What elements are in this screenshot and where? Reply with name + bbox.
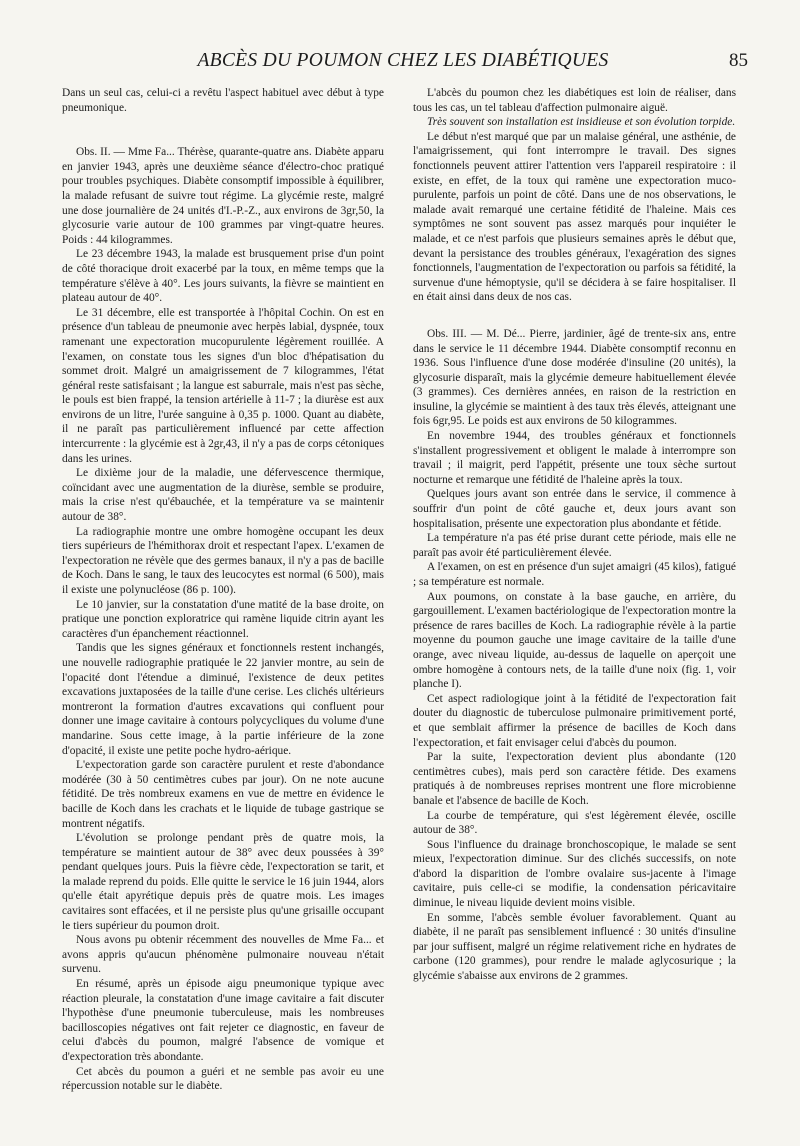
body-paragraph: Le 10 janvier, sur la constatation d'une matité de la base droite, on pratique une ponction exploratrice qui ramène liquide citrin ayant les caractères d'un épanchement réactionnel. <box>62 598 384 640</box>
body-paragraph: Le 23 décembre 1943, la malade est brusquement prise d'un point de côté thoracique droit exacerbé par la toux, en même temps que la température s'élève à 40°. Les jours suivants, la fièvre se maintient en plateau autour de 40°. <box>62 248 384 305</box>
running-title: ABCÈS DU POUMON CHEZ LES DIABÉTIQUES <box>197 50 609 71</box>
body-paragraph: Le dixième jour de la maladie, une défervescence thermique, coïncidant avec une augmentation de la diurèse, semble se produire, mais la crise n'est qu'ébauchée, et la température va se maintenir autour de 38°. <box>62 467 384 524</box>
body-paragraph: L'évolution se prolonge pendant près de quatre mois, la température se maintient autour de 38° avec deux poussées à 39° pendant quelques jours. Puis la fièvre cède, l'expectoration se tarit, et la malade reprend du poids. Elle quitte le service le 16 juin 1944, alors qu'elle était apyrétique depuis près de quatre mois. Les images cavitaires sont effacées, et il ne persiste plus qu'une grisaille occupant le tiers supérieur du poumon droit. <box>62 832 384 932</box>
observation-2-heading-paragraph: Obs. II. — Mme Fa... Thérèse, quarante-quatre ans. Diabète apparu en janvier 1943, après une deuxième séance d'électro-choc pratiqué pour troubles psychiques. Diabète consomptif impossible à équilibrer, la malade refusant de suivre tout régime. La glycémie reste, malgré une dose journalière de 24 unités d'I.-P.-Z., aux environs de 3gr,50, la glycosurie varie autour de 100 grammes par vingt-quatre heures. Poids : 44 kilogrammes. <box>62 146 384 246</box>
body-paragraph: Quelques jours avant son entrée dans le service, il commence à souffrir d'un point de côté gauche et, deux jours avant son hospitalisation, présente une expectoration plus abondante et fétide. <box>413 488 736 530</box>
observation-3-heading-paragraph: Obs. III. — M. Dé... Pierre, jardinier, âgé de trente-six ans, entre dans le service le 11 décembre 1944. Diabète consomptif reconnu en 1936. Sous l'influence d'une dose modérée d'insuline (20 unités), la glycosurie disparaît, mais la glycémie demeure habituellement élevée (3 grammes). Ces dernières années, en raison de la restriction en insuline, la glycémie se maintient à des taux très élevés, atteignant une fois 6gr,95. Le poids est aux environs de 50 kilogrammes. <box>413 327 736 428</box>
body-paragraph: La température n'a pas été prise durant cette période, mais elle ne paraît pas avoir été particulièrement élevée. <box>413 532 736 559</box>
body-paragraph: Aux poumons, on constate à la base gauche, en arrière, du gargouillement. L'examen bactériologique de l'expectoration montre la présence de rares bacilles de Koch. La radiographie révèle à la partie moyenne du poumon gauche une image cavitaire de la taille d'une orange, avec niveau liquide, au-dessus de laquelle on aperçoit une ombre homogène à contours nets, de la taille d'une noix (fig. 1, voir planche I). <box>413 590 736 691</box>
body-paragraph: La courbe de température, qui s'est légèrement élevée, oscille autour de 38°. <box>413 809 736 837</box>
body-paragraph: Le début n'est marqué que par un malaise général, une asthénie, de l'amaigrissement, qui font interrompre le travail. Des signes fonctionnels peuvent attirer l'attention vers l'appareil respiratoire : il existe, en effet, de la toux qui ramène une expectoration muco-purulente, parfois un point de côté. Dans une de nos observations, le malade avait remarqué une certaine fétidité de l'haleine. Mais ces symptômes ne sont souvent pas assez marqués pour inquiéter le malade, et ce n'est parfois que plusieurs semaines après le début que, devant la persistance des troubles généraux, l'exagération des signes fonctionnels, l'augmentation de l'expectoration ou parfois sa fétidité, la survenue d'une hémoptysie, qu'il se décidera à se faire hospitaliser. Il en était ainsi dans deux de nos cas. <box>413 130 736 304</box>
body-paragraph: A l'examen, on est en présence d'un sujet amaigri (45 kilos), fatigué ; sa température est normale. <box>413 561 736 588</box>
body-paragraph: En somme, l'abcès semble évoluer favorablement. Quant au diabète, il ne paraît pas sensiblement influencé : 30 unités d'insuline par jour suffisent, malgré un régime relativement riche en hydrates de carbone (120 grammes), pour rendre le malade aglycosurique ; la glycémie s'abaisse aux environs de 2 grammes. <box>413 911 736 983</box>
running-header <box>58 50 748 76</box>
body-paragraph: L'abcès du poumon chez les diabétiques est loin de réaliser, dans tous les cas, un tel tableau d'affection pulmonaire aiguë. <box>413 87 736 114</box>
page-number: 85 <box>729 50 748 71</box>
body-paragraph: La radiographie montre une ombre homogène occupant les deux tiers supérieurs de l'hémithorax droit et respectant l'apex. L'examen de l'expectoration ne révèle que des germes banaux, il n'y a pas de bacille de Koch. Dans le sang, le taux des leucocytes est normal (6 500), mais il existe une polynucléose (86 p. 100). <box>62 525 384 596</box>
summary-paragraph: En résumé, après un épisode aigu pneumonique typique avec réaction pleurale, la constatation d'une image cavitaire a fait discuter l'hypothèse d'une pneumonie tuberculeuse, mais les nombreuses bacilloscopies négatives ont fait rejeter ce diagnostic, en faveur de celui d'abcès du poumon, malgré l'absence de vomique et d'expectoration très abondante. <box>62 978 384 1063</box>
italic-statement: Très souvent son installation est insidieuse et son évolution torpide. <box>427 116 736 129</box>
body-paragraph: Sous l'influence du drainage bronchoscopique, le malade se sent mieux, l'expectoration diminue. Sur des clichés successifs, on note d'abord la disparition de l'ombre ovalaire sus-jacente à l'image cavitaire, puis celle-ci se modifie, la condensation péricavitaire diminue, le niveau liquide devient moins visible. <box>413 838 736 910</box>
right-column <box>413 86 736 984</box>
body-paragraph: L'expectoration garde son caractère purulent et reste d'abondance modérée (30 à 50 centimètres cubes par jour). On ne note aucune fétidité. De très nombreux examens en vue de mettre en évidence le bacille de Koch dans les crachats et le liquide de tubage gastrique se montrent négatifs. <box>62 759 384 830</box>
left-column <box>62 86 384 1094</box>
body-paragraph: Le 31 décembre, elle est transportée à l'hôpital Cochin. On est en présence d'un tableau de pneumonie avec herpès labial, dyspnée, toux ramenant une expectoration mucopurulente légèrement rouillée. A l'examen, on constate tous les signes d'un bloc d'hépatisation du sommet droit. Malgré un amaigrissement de 7 kilogrammes, l'état général reste satisfaisant ; la langue est saburrale, mais n'est pas sèche, le pouls est bien frappé, la tension artérielle à 11-7 ; la diurèse est aux environs de un litre, l'urée sanguine à 0,35 p. 1000. Quant au diabète, il ne paraît pas particulièrement influencé par cette affection intercurrente : la glycémie est à 2gr,43, il n'y a pas de corps cétoniques dans les urines. <box>62 306 385 465</box>
body-paragraph: Cet aspect radiologique joint à la fétidité de l'expectoration fait douter du diagnostic de tuberculose pulmonaire primitivement porté, et que semblait affirmer la présence de bacilles de Koch dans l'expectoration, et fait envisager celui d'abcès du poumon. <box>413 692 736 749</box>
body-paragraph: Par la suite, l'expectoration devient plus abondante (120 centimètres cubes), mais perd son caractère fétide. Des examens pratiqués à de nombreuses reprises montrent une flore microbienne banale et l'absence de bacille de Koch. <box>413 751 736 807</box>
body-paragraph: Nous avons pu obtenir récemment des nouvelles de Mme Fa... et avons appris qu'aucun phénomène pulmonaire nouveau n'était survenu. <box>62 934 384 976</box>
body-paragraph: Tandis que les signes généraux et fonctionnels restent inchangés, une nouvelle radiographie pratiquée le 22 janvier montre, au sein de l'opacité dont l'étendue a diminué, l'existence de deux petites excavations juxtaposées de la taille d'une cerise. Les clichés ultérieurs montreront la formation d'autres excavations qui confluent pour donner une image cavitaire à contours polycycliques du volume d'une mandarine. Sous cette image, à la partie inférieure de la zone d'opacité, il existe une petite poche hydro-aérique. <box>62 642 384 757</box>
body-paragraph: En novembre 1944, des troubles généraux et fonctionnels s'installent progressivement et obligent le malade à interrompre son travail ; il maigrit, perd l'appétit, présente une toux sèche surtout nocturne et remarque une fétidité de l'haleine après la toux. <box>413 430 736 486</box>
intro-paragraph: Dans un seul cas, celui-ci a revêtu l'aspect habituel avec début à type pneumonique. <box>62 87 384 114</box>
body-paragraph: Cet abcès du poumon a guéri et ne semble pas avoir eu une répercussion notable sur le diabète. <box>62 1065 384 1093</box>
